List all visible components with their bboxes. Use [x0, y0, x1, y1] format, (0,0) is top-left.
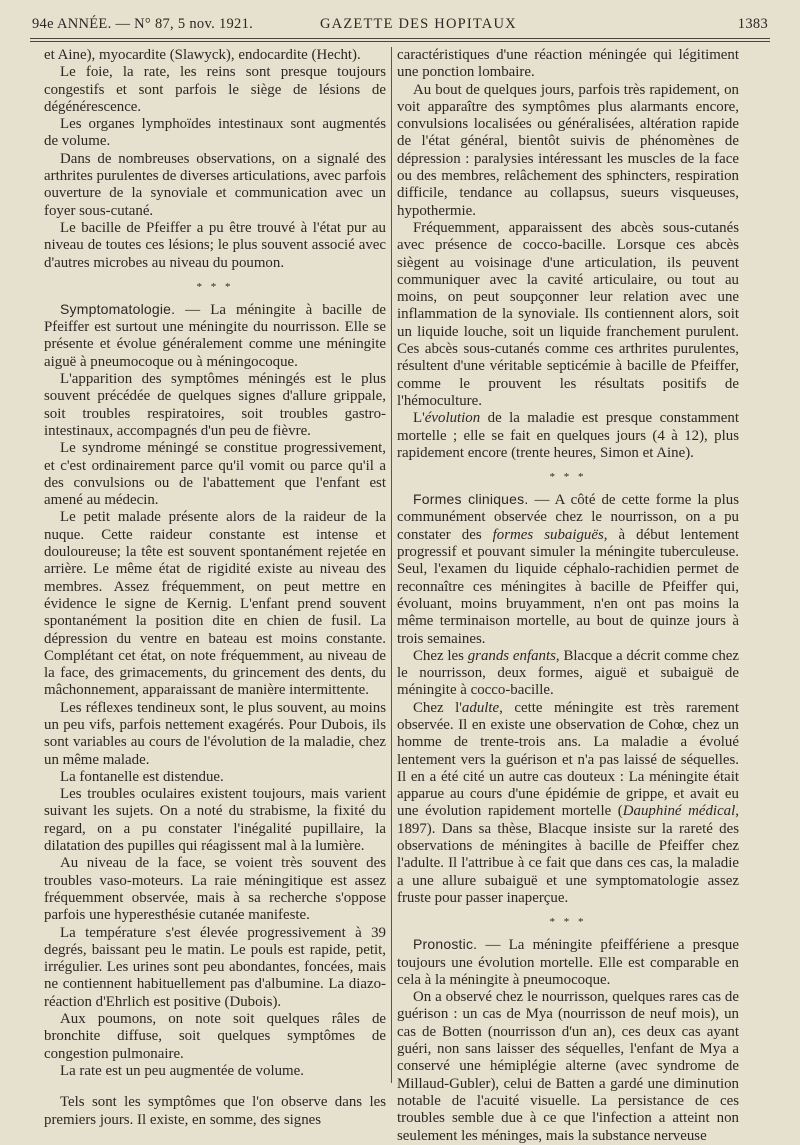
paragraph: caractéristiques d'une réaction méningée qui légitiment une ponction lombaire. — [397, 47, 739, 81]
column-divider — [391, 47, 392, 1083]
paragraph-grands-enfants — [397, 648, 739, 700]
section-separator: * * * — [549, 471, 587, 484]
paragraph: Au bout de quelques jours, parfois très rapidement, on voit apparaître des symptômes plus alarmants encore, convulsions localisées ou généralisées, altération rapide de l'état général, bientôt suivis de phénomènes de dépression : paralysies intéressant les muscles de la face ou des membres, relâchement des sphincters, respiration difficile, tendance au collapsus, sueurs visqueuses, hypothermie. — [397, 81, 739, 219]
text-run: , 1897). Dans sa thèse, Blacque insiste sur la rareté des observations de méningites à bacille de Pfeiffer chez l'adulte. Il l'attribue à ce fait que dans ces cas, la maladie a une allure subaiguë et une symptomatologie assez fruste pour passer inaperçue. — [397, 803, 739, 906]
issue-info: 94e ANNÉE. — N° 87, 5 nov. 1921. — [32, 16, 254, 32]
paragraph-symptomatologie — [44, 301, 386, 371]
paragraph-text: — La méningite à bacille de Pfeiffer est surtout une méningite du nourrisson. Elle se présente et évolue généralement comme une méningite aiguë à pneumocoque ou à méningocoque. — [44, 301, 386, 370]
paragraph: Tels sont les symptômes que l'on observe dans les premiers jours. Il existe, en somme, des signes — [44, 1094, 386, 1128]
paragraph: Dans de nombreuses observations, on a signalé des arthrites purulentes de diverses articulations, avec parfois ouverture de la synoviale et communication avec un foyer sous-cutané. — [44, 150, 386, 219]
section-separator: * * * — [196, 280, 234, 293]
section-heading: Formes cliniques. — [413, 491, 529, 508]
italic-term: grands enfants — [467, 647, 556, 664]
paragraph-adulte — [397, 700, 739, 908]
section-heading: Pronostic. — [413, 936, 478, 953]
journal-title: GAZETTE DES HOPITAUX — [320, 16, 517, 32]
paragraph: Fréquemment, apparaissent des abcès sous-cutanés avec présence de cocco-bacille. Lorsque ces abcès siègent au voisinage d'une articulation, ils peuvent communiquer avec la cavité articulaire, ou tout au moins, on peut soupçonner leur relation avec une inflammation de la synoviale. Ils contiennent alors, soit un liquide louche, soit un liquide franchement purulent. Ces abcès sous-cutanés comme ces arthrites purulentes, résultent d'une véritable septicémie à bacille de Pfeiffer, comme le prouvent les résultats positifs de l'hémoculture. — [397, 219, 739, 409]
text-run: — A côté de cette forme la plus communément observée chez le nourrisson, on a pu constater des — [397, 492, 739, 543]
paragraph: Les troubles oculaires existent toujours, mais varient suivant les sujets. On a noté du strabisme, la fixité du regard, on a pu constater l'inégalité pupillaire, la dilatation des pupilles qui réagissent mal à la lumière. — [44, 786, 386, 855]
header-rule-top — [30, 38, 770, 39]
paragraph-pronostic — [397, 936, 739, 989]
italic-term: évolution — [424, 410, 481, 427]
text-run: L' — [413, 410, 425, 427]
text-run: — La méningite pfeiffériene a presque toujours une évolution mortelle. Elle est comparable en cela à la méningite à pneumocoque. — [397, 937, 739, 988]
paragraph: L'apparition des symptômes méningés est le plus souvent précédée de quelques signes d'allure grippale, soit troubles respiratoires, soit troubles gastro-intestinaux, accompagnés d'un peu de fièvre. — [44, 371, 386, 439]
paragraph: La rate est un peu augmentée de volume. — [60, 1062, 304, 1079]
paragraph: Le bacille de Pfeiffer a pu être trouvé à l'état pur au niveau de toutes ces lésions; le plus souvent associé avec d'autres microbes au niveau du poumon. — [44, 219, 386, 271]
italic-citation: Dauphiné médical — [622, 803, 736, 820]
page-number: 1383 — [737, 16, 768, 32]
italic-term: adulte — [461, 699, 500, 716]
text-run: , à début lentement progressif et pouvant simuler la méningite tuberculeuse. Seul, l'examen du liquide céphalo-rachidien permet de reconnaître ces méningites à bacille de Pfeiffer qui, évoluant, moins bruyamment, n'en ont pas moins la même terminaison mortelle, au bout de quinze jours à trois semaines. — [397, 526, 739, 647]
text-run: , Blacque a décrit comme chez le nourrisson, deux formes, aiguë et subaiguë de méningite à cocco-bacille. — [397, 647, 740, 699]
paragraph: La température s'est élevée progressivement à 39 degrés, baissant peu le matin. Le pouls est rapide, petit, irrégulier. Les urines sont peu abondantes, foncées, mais ne contiennent habituellement pas d'albumine. La diazo-réaction d'Ehrlich est positive (Dubois). — [44, 924, 386, 1010]
section-separator: * * * — [549, 916, 587, 929]
paragraph-formes — [397, 491, 739, 648]
paragraph-evolution — [397, 410, 739, 462]
left-column — [44, 47, 386, 1128]
paragraph: On a observé chez le nourrisson, quelques rares cas de guérison : un cas de Mya (nourrisson de neuf mois), un cas de Botten (nourrisson d'un an), ces deux cas ayant guéri, non sans laisser des séquelles, l'enfant de Mya a conservé une hémiplégie alterne (avec syndrome de Millaud-Gubler), celui de Batten a gardé une diminution notable de l'acuité visuelle. La persistance de ces troubles semble due à ce que l'infection a atteint non seulement les méninges, mais la substance nerveuse — [397, 989, 739, 1144]
paragraph: Les organes lymphoïdes intestinaux sont augmentés de volume. — [44, 116, 386, 150]
right-column — [397, 47, 740, 1144]
paragraph: Aux poumons, on note soit quelques râles de bronchite diffuse, soit quelques symptômes de congestion pulmonaire. — [44, 1011, 386, 1062]
page-header — [30, 10, 770, 40]
paragraph: Le syndrome méningé se constitue progressivement, et c'est ordinairement parce qu'il vomit ou parce qu'il a des convulsions ou de l'abattement que l'enfant est amené au médecin. — [44, 440, 386, 509]
paragraph: Le petit malade présente alors de la raideur de la nuque. Cette raideur constante est intense et douloureuse; la tête est souvent spontanément rejetée en arrière. Le même état de rigidité existe au niveau des membres. Assez fréquemment, on peut mettre en évidence le signe de Kernig. L'enfant prend souvent spontanément la position dite en chien de fusil. La dépression du ventre en bateau est moins constante. Complétant cet état, on note fréquemment, au niveau de la face, des grimacements, du grincement des dents, du mâchonnement, apparaissant de manière intermittente. — [44, 509, 386, 699]
text-run: Chez l' — [413, 699, 462, 716]
paragraph: Les réflexes tendineux sont, le plus souvent, au moins un peu vifs, parfois nettement exagérés. Pour Dubois, ils sont variables au cours de l'évolution de la maladie, chez un même malade. — [44, 699, 386, 768]
italic-term: formes subaiguës — [492, 526, 604, 543]
paragraph: Le foie, la rate, les reins sont presque toujours congestifs et sont parfois le siège de lésions de dégénérescence. — [44, 64, 386, 115]
section-heading: Symptomatologie. — [60, 300, 176, 317]
text-run: Chez les — [413, 647, 468, 664]
paragraph: et Aine), myocardite (Slawyck), endocardite (Hecht). — [44, 47, 361, 63]
text-run: , cette méningite est très rarement observée. Il en existe une observation de Cohœ, chez un homme de trente-trois ans. La maladie a évolué lentement vers la guérison et n'a pas laissé de séquelles. Il en a été cité un autre cas douteux : La méningite était apparue au cours d'une épidémie de grippe, et avait eu une évolution rapidement mortelle ( — [397, 699, 739, 820]
text-run: de la maladie est presque constamment mortelle ; elle se fait en quelques jours (4 à 12), plus rapidement encore (trente heures, Simon et Aine). — [397, 410, 739, 461]
paragraph: La fontanelle est distendue. — [60, 768, 224, 785]
paragraph: Au niveau de la face, se voient très souvent des troubles vaso-moteurs. La raie méningitique est assez fréquemment observée, mais à sa recherche s'oppose parfois une hyperesthésie cutanée manifeste. — [44, 855, 386, 924]
header-rule-bottom — [30, 41, 770, 42]
